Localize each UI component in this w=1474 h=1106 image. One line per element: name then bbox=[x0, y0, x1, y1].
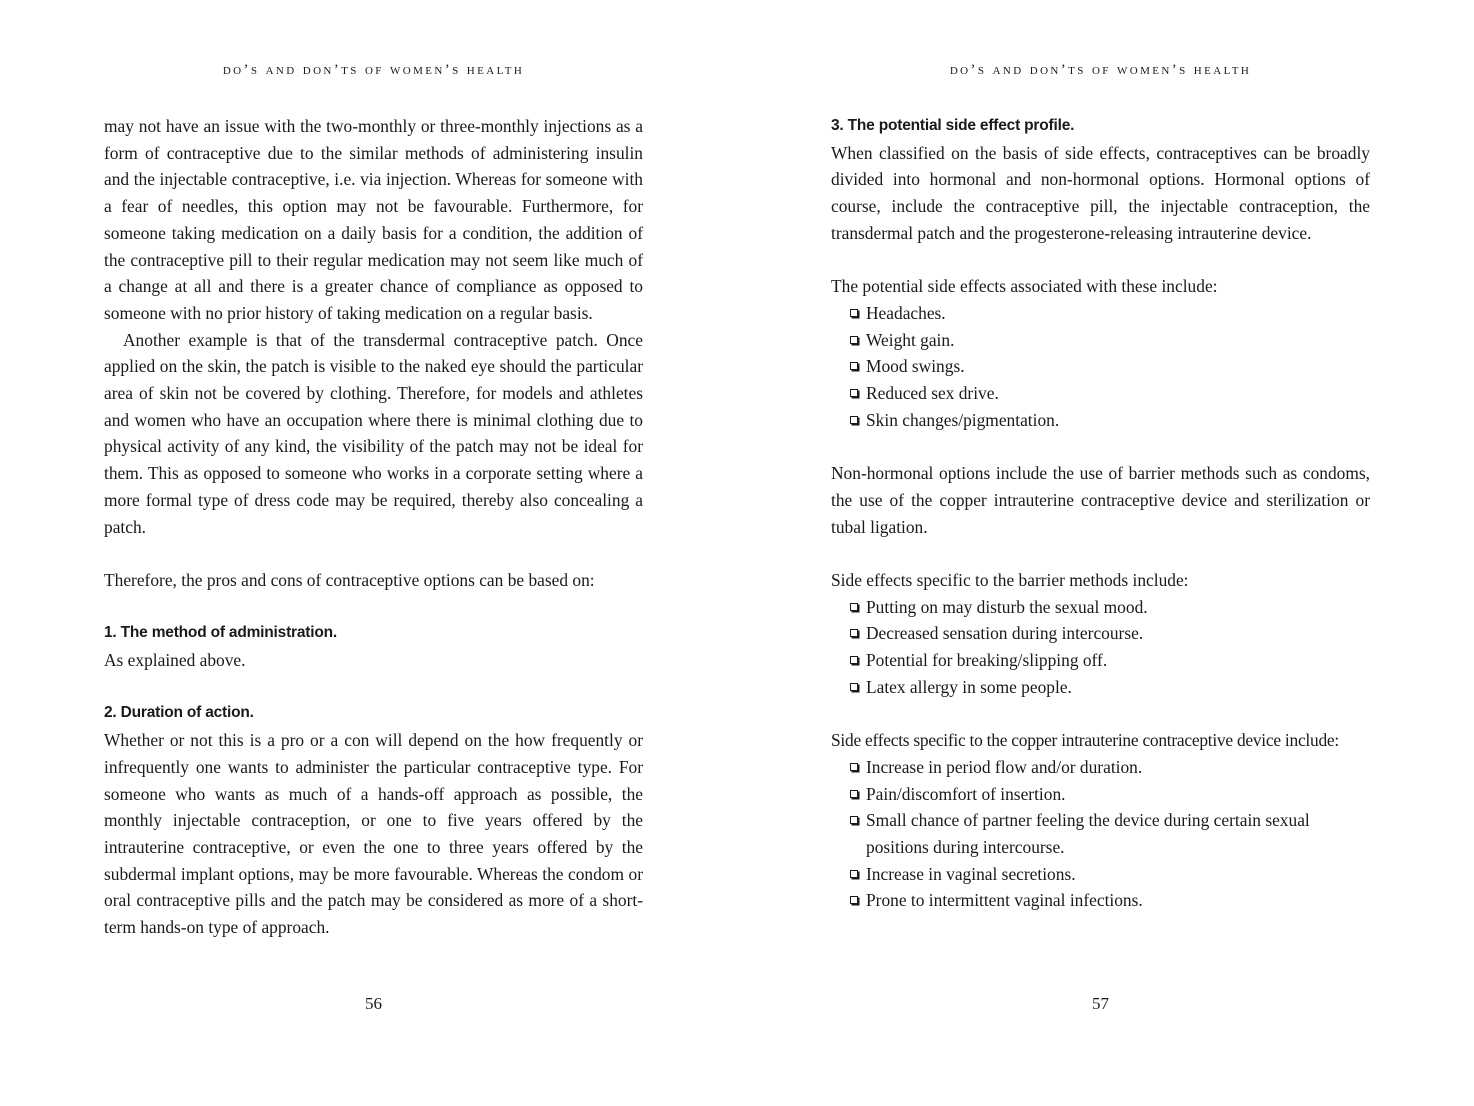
section-heading: 1. The method of administration. bbox=[104, 624, 338, 642]
page-number: 57 bbox=[1092, 994, 1109, 1013]
checkbox-bullet-icon bbox=[850, 816, 858, 824]
list-item: Reduced sex drive. bbox=[831, 380, 1370, 407]
running-head: do’s and don’ts of women’s health bbox=[949, 62, 1252, 78]
list-item: Small chance of partner feeling the device during certain sexual positions during intercourse. bbox=[831, 807, 1370, 860]
list-item: Potential for breaking/slipping off. bbox=[831, 647, 1370, 674]
left-page-body bbox=[104, 113, 643, 941]
checkbox-bullet-icon bbox=[850, 416, 858, 424]
checkbox-bullet-icon bbox=[850, 763, 858, 771]
paragraph: may not have an issue with the two-monthly or three-monthly injections as a form of contraceptive due to the similar methods of administering insulin and the injectable contraceptive, i.e. via injection. Whereas for someone with a fear of needles, this option may not be favourable. Furthermore, for someone taking medication on a daily basis for a condition, the addition of the contraceptive pill to their regular medication may not seem like much of a change at all and there is a greater chance of compliance as opposed to someone with no prior history of taking medication on a regular basis. bbox=[104, 116, 643, 323]
list-item: Weight gain. bbox=[831, 327, 1370, 354]
paragraph: Side effects specific to the barrier methods include: bbox=[831, 569, 1189, 590]
checkbox-bullet-icon bbox=[850, 362, 858, 370]
right-page-body bbox=[831, 113, 1370, 914]
list-item: Mood swings. bbox=[831, 353, 1370, 380]
section-heading: 2. Duration of action. bbox=[104, 704, 254, 722]
checkbox-bullet-icon bbox=[850, 603, 858, 611]
checkbox-bullet-icon bbox=[850, 336, 858, 344]
section-heading: 3. The potential side effect profile. bbox=[831, 117, 1075, 134]
list-item: Putting on may disturb the sexual mood. bbox=[831, 594, 1370, 621]
checkbox-bullet-icon bbox=[850, 656, 858, 664]
running-head: do’s and don’ts of women’s health bbox=[222, 62, 525, 78]
list-item: Headaches. bbox=[831, 300, 1370, 327]
page-number: 56 bbox=[365, 994, 382, 1013]
list-item: Decreased sensation during intercourse. bbox=[831, 620, 1370, 647]
right-page bbox=[831, 0, 1370, 1106]
paragraph: As explained above. bbox=[104, 650, 246, 671]
checkbox-bullet-icon bbox=[850, 896, 858, 904]
hormonal-side-effects-list bbox=[831, 300, 1370, 434]
list-item: Prone to intermittent vaginal infections. bbox=[831, 887, 1370, 914]
paragraph: Another example is that of the transdermal contraceptive patch. Once applied on the skin, the patch is visible to the naked eye should the particular area of skin not be covered by clothing. Therefore, for models and athletes and women who have an occupation where there is minimal clothing due to physical activity of any kind, the visibility of the patch may not be ideal for them. This as opposed to someone who works in a corporate setting where a more formal type of dress code may be required, thereby also concealing a patch. bbox=[104, 329, 643, 537]
checkbox-bullet-icon bbox=[850, 629, 858, 637]
list-item: Increase in period flow and/or duration. bbox=[831, 754, 1370, 781]
checkbox-bullet-icon bbox=[850, 389, 858, 397]
barrier-side-effects-list bbox=[831, 594, 1370, 701]
paragraph: Therefore, the pros and cons of contraceptive options can be based on: bbox=[104, 569, 595, 590]
checkbox-bullet-icon bbox=[850, 870, 858, 878]
paragraph: Whether or not this is a pro or a con will depend on the how frequently or infrequently one wants to administer the particular contraceptive type. For someone who wants as much of a hands-off approach as possible, the monthly injectable contraception, or one to five years offered by the intrauterine contraceptive, or even the one to three years offered by the subdermal implant options, may be more favourable. Whereas the condom or oral contraceptive pills and the patch may be considered as more of a short-term hands-on type of approach. bbox=[104, 730, 643, 938]
paragraph: When classified on the basis of side effects, contraceptives can be broadly divided into hormonal and non-hormonal options. Hormonal options of course, include the contraceptive pill, the injectable contraception, the transdermal patch and the progesterone-releasing intrauterine device. bbox=[831, 142, 1370, 243]
checkbox-bullet-icon bbox=[850, 683, 858, 691]
paragraph: Side effects specific to the copper intrauterine contraceptive device include: bbox=[831, 730, 1339, 751]
list-item: Pain/discomfort of insertion. bbox=[831, 781, 1370, 808]
paragraph: The potential side effects associated with these include: bbox=[831, 276, 1218, 297]
paragraph: Non-hormonal options include the use of barrier methods such as condoms, the use of the copper intrauterine contraceptive device and sterilization or tubal ligation. bbox=[831, 463, 1370, 537]
list-item: Skin changes/pigmentation. bbox=[831, 407, 1370, 434]
list-item: Latex allergy in some people. bbox=[831, 674, 1370, 701]
checkbox-bullet-icon bbox=[850, 309, 858, 317]
copper-side-effects-list bbox=[831, 754, 1370, 914]
list-item: Increase in vaginal secretions. bbox=[831, 861, 1370, 888]
left-page bbox=[104, 0, 643, 1106]
checkbox-bullet-icon bbox=[850, 790, 858, 798]
